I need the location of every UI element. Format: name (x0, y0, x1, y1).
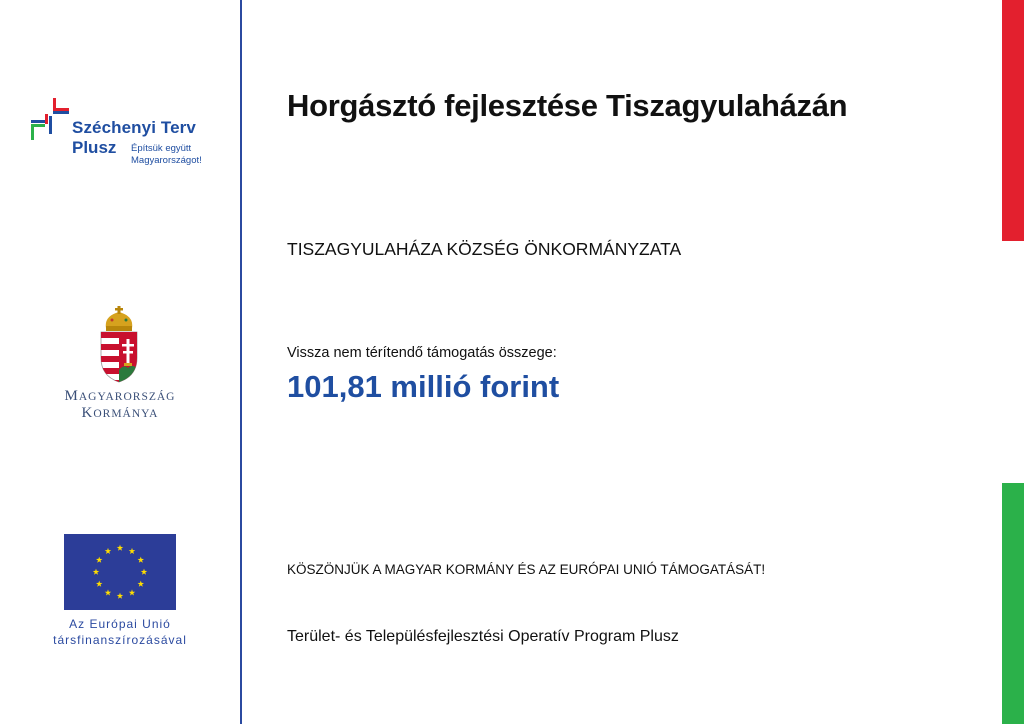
grant-amount: 101,81 millió forint (287, 369, 560, 404)
government-name-line-2: KORMÁNYA (81, 405, 159, 421)
szechenyi-plusz: Plusz (72, 138, 117, 157)
grant-label: Vissza nem térítendő támogatás összege: (287, 345, 557, 361)
government-name-line-1: MAGYARORSZÁG (64, 388, 176, 404)
program-name: Terület- és Településfejlesztési Operatív Program Plusz (287, 628, 679, 645)
flag-red-stripe (1002, 0, 1024, 241)
eu-cofinancing-line-1: Az Európai Unió (69, 617, 171, 631)
vertical-divider (240, 0, 242, 724)
szechenyi-tagline-1: Építsük együtt (131, 143, 192, 154)
flag-green-stripe (1002, 483, 1024, 724)
beneficiary-name: TISZAGYULAHÁZA KÖZSÉG ÖNKORMÁNYZATA (287, 239, 682, 259)
thanks-message: KÖSZÖNJÜK A MAGYAR KORMÁNY ÉS AZ EURÓPAI UNIÓ TÁMOGATÁSÁT! (287, 562, 766, 577)
eu-flag-icon (64, 534, 176, 610)
coat-of-arms-icon (98, 306, 140, 384)
szechenyi-title: Széchenyi Terv (72, 118, 196, 137)
szechenyi-terv-logo (27, 96, 227, 176)
szechenyi-cross-icon (27, 96, 71, 146)
project-title: Horgásztó fejlesztése Tiszagyulaházán (287, 88, 848, 123)
eu-cofinancing-line-2: társfinanszírozásával (53, 633, 187, 647)
szechenyi-tagline-2: Magyarországot! (131, 155, 202, 166)
